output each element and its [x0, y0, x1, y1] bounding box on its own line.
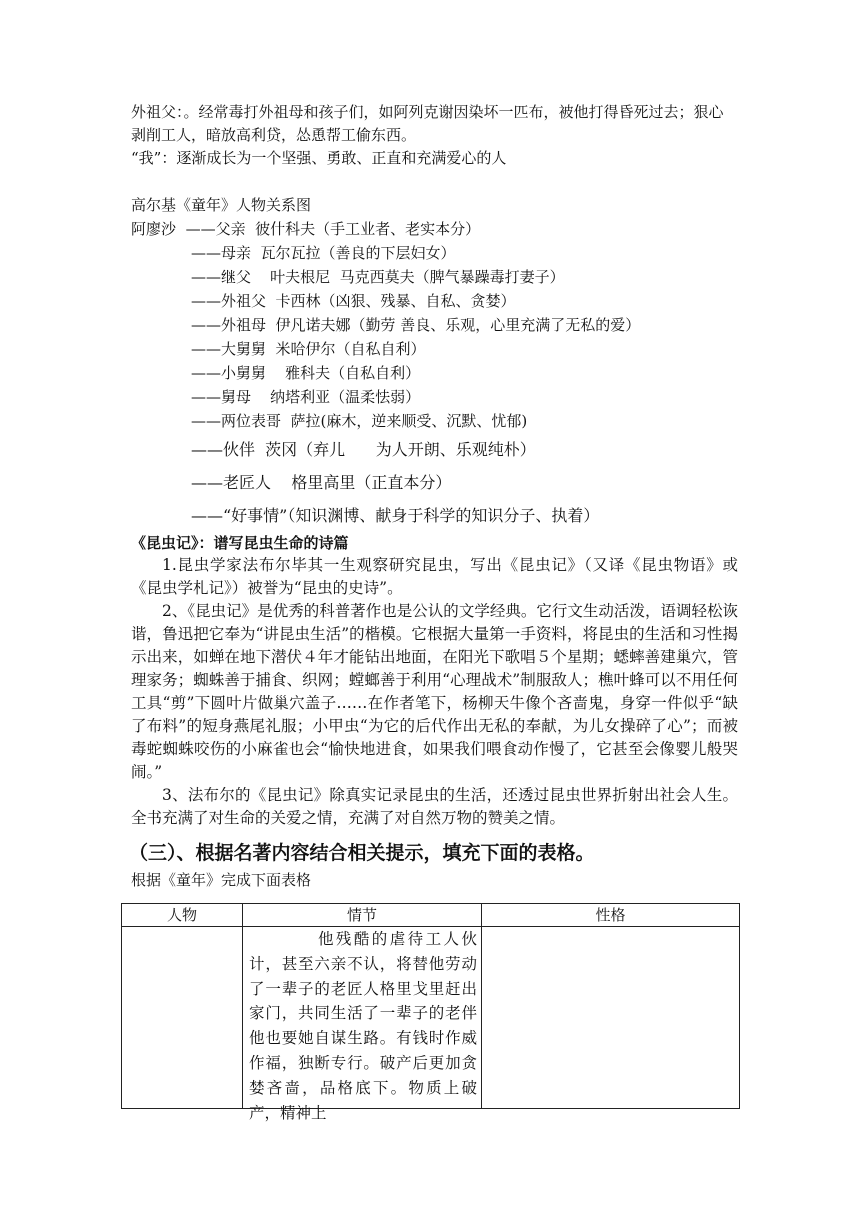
- relation-line: ——两位表哥 萨拉(麻木，逆来顺受、沉默、忧郁): [191, 412, 528, 430]
- intro-grandfather: 外祖父：。经常毒打外祖母和孩子们，如阿列克谢因染坏一匹布，被他打得昏死过去；狠心剥削工人，暗放高利贷，怂恿帮工偷东西。: [131, 103, 724, 144]
- header-plot: 情节: [243, 904, 482, 927]
- relations-list: [131, 217, 738, 532]
- relation-line: ——小舅舅 雅科夫（自私自利）: [191, 364, 421, 382]
- insects-heading: 《昆虫记》：谱写昆虫生命的诗篇: [131, 534, 349, 552]
- table-caption: 根据《童年》完成下面表格: [131, 871, 312, 889]
- relation-line: ——外祖母 伊凡诺夫娜（勤劳 善良、乐观，心里充满了无私的爱）: [191, 316, 641, 334]
- relation-line: ——老匠人 格里高里（正直本分）: [191, 473, 452, 492]
- relations-center: 阿廖沙: [131, 220, 177, 238]
- section3-heading: （三）、根据名著内容结合相关提示，填充下面的表格。: [129, 842, 595, 864]
- insects-paragraph-2: 2、《昆虫记》是优秀的科普著作也是公认的文学经典。它行文生动活泼，语调轻松诙谐，鲁迅把它奉为“讲昆虫生活”的楷模。它根据大量第一手资料，将昆虫的生活和习性揭示出来，如蝉在地下潜伏４年才能钻出地面，在阳光下歌唱５个星期；蟋蟀善建巢穴，管理家务；蜘蛛善于捕食、织网；螳螂善于利用“心理战术”制服敌人；樵叶蜂可以不用任何工具“剪”下圆叶片做巢穴盖子……在作者笔下，杨柳天牛像个吝啬鬼，身穿一件似乎“缺了布料”的短身燕尾礼服；小甲虫“为它的后代作出无私的奉献，为儿女操碎了心”；而被毒蛇蜘蛛咬伤的小麻雀也会“愉快地进食，如果我们喂食动作慢了，它甚至会像婴儿般哭闹。”: [131, 602, 738, 781]
- table-header-row: [122, 904, 740, 927]
- relation-line: ——继父 叶夫根尼 马克西莫夫（脾气暴躁毒打妻子）: [191, 268, 565, 286]
- relation-line: 阿廖沙 ——父亲 彼什科夫（手工业者、老实本分）: [131, 220, 481, 238]
- relation-line: ——舅母 纳塔利亚（温柔怯弱）: [191, 388, 421, 406]
- plot-text: 他残酷的虐待工人伙计，甚至六亲不认，将替他劳动了一辈子的老匠人格里戈里赶出家门，共同生活了一辈子的老伴他也要她自谋生路。有钱时作威作福，独断专行。破产后更加贪婪吝啬，品格底下。物质上破产，精神上: [249, 930, 477, 1122]
- insects-paragraph-3: 3、法布尔的《昆虫记》除真实记录昆虫的生活，还透过昆虫世界折射出社会人生。全书充满了对生命的关爱之情，充满了对自然万物的赞美之情。: [131, 786, 738, 827]
- table-row: [122, 927, 740, 1109]
- insects-paragraph-1: 1.昆虫学家法布尔毕其一生观察研究昆虫，写出《昆虫记》（又译《昆虫物语》或《昆虫学札记》）被誉为“昆虫的史诗”。: [131, 556, 738, 597]
- cell-person[interactable]: [122, 927, 243, 1109]
- relation-line: ——大舅舅 米哈伊尔（自私自利）: [191, 340, 426, 358]
- cell-plot: [243, 927, 482, 1122]
- header-trait: 性格: [482, 904, 740, 927]
- relation-line: ——外祖父 卡西林（凶狠、残暴、自私、贪婪）: [191, 292, 516, 310]
- relation-line: ——伙伴 茨冈（弃儿 为人开朗、乐观纯朴）: [191, 440, 536, 459]
- header-person: 人物: [122, 904, 243, 927]
- cell-trait[interactable]: [482, 927, 740, 1109]
- character-table: [121, 903, 740, 1122]
- relations-title: 高尔基《童年》人物关系图: [131, 196, 312, 214]
- intro-me: “我”：逐渐成长为一个坚强、勇敢、正直和充满爱心的人: [131, 149, 507, 167]
- relation-line: ——“好事情”（知识渊博、献身于科学的知识分子、执着）: [191, 506, 600, 525]
- relation-line: ——母亲 瓦尔瓦拉（善良的下层妇女）: [191, 244, 456, 262]
- document-body: [131, 101, 738, 890]
